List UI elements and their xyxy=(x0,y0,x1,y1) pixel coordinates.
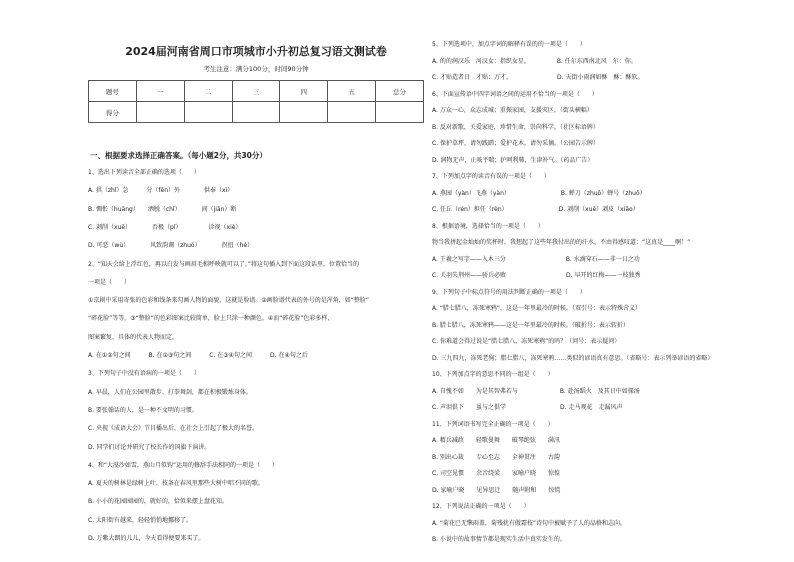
question-line: 一项是（ ） xyxy=(88,278,131,286)
score-header-cell: 五 xyxy=(328,81,376,102)
score-header-cell: 四 xyxy=(280,81,328,102)
question-line: 11、下列词语书写完全正确的一项是（ ） xyxy=(432,420,554,428)
question-line: B. 小小的花园园园的，就好的，恰似来摆上盘花知。 xyxy=(88,498,228,506)
question-line: B. 反对新歌，关爱家庭，珍惜生命，崇尚科学。（社区标语牌） xyxy=(432,123,599,131)
question-line: A. 精兵减政 轻歌曼舞 破琴绝弦 满汛 xyxy=(432,437,560,444)
question-line: A. 早晨，人们在公园里散步、打拳舞剑，都在积极锻炼身体。 xyxy=(88,388,252,396)
question-line: C. 央视《成语大会》节目播出后，在社会上引起了极大的名誉。 xyxy=(88,425,259,433)
score-input-cell[interactable] xyxy=(136,102,184,123)
question-line: 1、选出下列读音全部正确的选项（ ） xyxy=(88,169,200,176)
question-line: 8、根据语境，选择恰当的一项是（ ） xyxy=(432,222,544,230)
question-line: 12、下列说法正确的一项是（ ） xyxy=(432,503,530,510)
question-line: C. 司空见惯 余音绕梁 家喻户晓 惊惶 xyxy=(432,470,561,477)
question-line: 物当我拼起金灿灿的奖杯时，我想起了这些年我付出的的汗水，不由得感叹道：“这真是____啊！” xyxy=(432,239,691,246)
question-line: 2、“知天会给上浮红色，再以白发与画眉毛相呼映就可以了。”将这句插入到下面这段话里，位置恰当的 xyxy=(88,260,360,268)
question-line: C. 剥削（xuē） 否极（pǐ） 诊视（xiè） xyxy=(88,223,242,231)
score-table xyxy=(88,80,424,123)
question-line: ①京剧中采用寄张的色彩和线条来勾画人物的面貌，这就是脸谱。②画脸谱代表的外号的是浑角，如“整脸” xyxy=(88,297,369,305)
exam-note: 考生注意：满分100分，时间90分钟 xyxy=(203,65,309,73)
question-line: A. 万众一心，众志成城；重振家园，支援灾区。（街头横幅） xyxy=(432,107,593,114)
question-line: C. 你难道会得过说是“腊七腊八，冻死寒鸦”的吗？（问号：表示疑问） xyxy=(432,338,621,345)
question-line: A. 燕园（yàn）飞燕（yàn） B. 蝉刀（zhuō）蝉号（zhuō） xyxy=(432,189,646,197)
question-line: “碎花脸”等等。③“整脸”的色彩图案比较简单，脸上只涂一种颜色。④而“碎花脸”色彩多样， xyxy=(88,315,334,323)
question-line: C. 保护草坪，请勿践踏；爱护花木，请勿采摘。（公园告示牌） xyxy=(432,140,600,147)
question-line: 10、下列加点字的意思不同的一组是（ ） xyxy=(432,371,554,378)
page-title: 2024届河南省周口市项城市小升初总复习语文测试卷 xyxy=(125,45,387,58)
question-line: D. 三九四九，冻死老狗；腊七腊八，冻死寒鸦……类似的谚语真有意思。（省略号：表示列举谚语的省略） xyxy=(432,354,714,362)
score-input-cell[interactable] xyxy=(232,102,280,123)
score-input-cell[interactable] xyxy=(184,102,232,123)
question-line: C. 任丘（rén）担任（rèn） D. 剥削（xuē）剥皮（xiāo） xyxy=(432,206,639,213)
question-line: C. 太阳街有越来，轻轻悄悄地挪移了。 xyxy=(88,516,193,524)
question-line: A. 在①②句之间 B. 在②③句之间 C. 在③④句之间 D. 在④句之后 xyxy=(88,352,308,359)
question-line: B. 别出心裁 专心至志 全神贯注 古韵 xyxy=(432,453,560,461)
question-line: 5、下列选项中，加点字词的解释有误的的一项是（ ） xyxy=(432,41,586,48)
question-line: 图案繁复，具体的代表人物而定。 xyxy=(88,333,179,341)
score-table-score-row xyxy=(89,102,424,123)
question-line: B. 小说中的故事情节都是现实生活中真实发生的。 xyxy=(432,536,566,543)
question-line: A. 拱（zhǐ）急 分（fēn）外 供奉（xì） xyxy=(88,187,234,195)
question-line: D. 可恶（wù） 风致韵调（zhuó） 拐扭（hé） xyxy=(88,242,254,250)
question-line: A. “腊七腊八，冻死寒鸦”，这是一年里最冷的时候。（双引号：表示特殊含义） xyxy=(432,305,642,312)
question-line: A. 的的润汉乐 河汉女：指织女星。 B. 任尔东西南北风 尔：你。 xyxy=(432,57,637,65)
score-input-cell[interactable] xyxy=(280,102,328,123)
score-header-cell: 一 xyxy=(136,81,184,102)
score-table-header-row xyxy=(89,81,424,102)
score-input-cell[interactable] xyxy=(328,102,376,123)
score-row-label: 得分 xyxy=(89,102,137,123)
question-line: C. 才贴造者日 才贴：万才。 D. 天街小雨润如酥 酥：酥软。 xyxy=(432,74,644,81)
question-line: A. 自愧不如 为是其智弗若与 B. 赴汤蹈火 及其日中如探汤 xyxy=(432,387,640,395)
question-line: C. 关羽失荆州——骄兵必败 D. 早开的红梅——一枝独秀 xyxy=(432,272,641,279)
question-line: A. “菊花已无擎雨盖，菊残犹有傲霜枝”诗句中被赋予了人的品格和志向。 xyxy=(432,519,627,527)
score-header-cell: 总分 xyxy=(376,81,424,102)
question-line: D. 万紫大朗的儿儿，今天看得便要来买了。 xyxy=(88,535,205,542)
question-line: 4、和“大漠沙如雪，燕山月似钩”运用的修辞手法相同的一项是（ ） xyxy=(88,461,279,469)
question-line: 3、下列句子中没有语病的一项是（ ） xyxy=(88,370,200,378)
question-line: A. 夏天的树林是绿树上叶，枝条在春风里那些大树中唱不同的歌。 xyxy=(88,480,264,488)
score-header-cell: 二 xyxy=(184,81,232,102)
score-header-cell: 题号 xyxy=(89,81,137,102)
question-line: D. 润物无声，止咳平喘；护呵利肺，生津补气。（药品广告） xyxy=(432,156,594,164)
question-line: B. 腊七腊八，冻死寒鸦——这是一年里最冷的时候。（破折号：表示转折） xyxy=(432,321,629,329)
score-header-cell: 三 xyxy=(232,81,280,102)
question-line: 6、下面宣传语中四字词语之间的运用不恰当的一项是（ ） xyxy=(432,90,598,98)
question-line: 9、下列句子中标点符号的用法判断正确的一项是（ ） xyxy=(432,288,586,296)
section-heading: 一、根据要求选择正确答案。（每小题2分，共30分） xyxy=(90,151,267,160)
score-input-cell[interactable] xyxy=(376,102,424,123)
question-line: D. 家喻户晓 见异思迁 随声附和 惊慌 xyxy=(432,486,561,494)
question-line: B. 惆怅（huāng） 洒脱（chǐ） 间（jiān）断 xyxy=(88,205,237,213)
question-line: C. 声泪俱下 虽与之俱学 D. 走马观花 走漏风声 xyxy=(432,404,623,411)
question-line: D. 同学们讨论并研究了校长作的国旗下演讲。 xyxy=(88,443,211,451)
question-line: A. 王羲之写字——入木三分 B. 水滴穿石——非一日之功 xyxy=(432,255,640,263)
question-line: 7、下列加点字的读音有误的一项是（ ） xyxy=(432,173,550,180)
question-line: B. 要张翰话的人，是一种不文明的习惯。 xyxy=(88,406,198,414)
